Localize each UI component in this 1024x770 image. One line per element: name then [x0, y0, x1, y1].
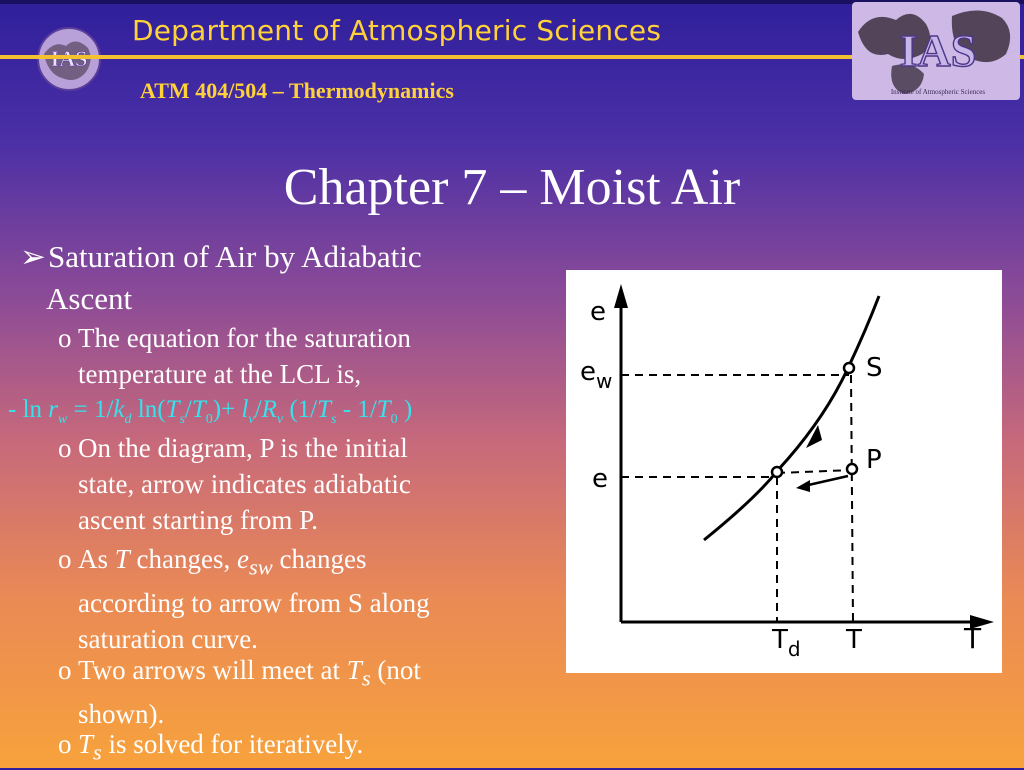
p3-t: T [114, 544, 130, 574]
eq-t0-sub: 0 [205, 412, 213, 427]
sub-point-2 [58, 430, 538, 538]
eq-minus: - 1 [336, 396, 370, 423]
label-ew-base: e [580, 357, 596, 387]
label-td-sub: d [787, 637, 801, 661]
eq-r-gas: R [261, 396, 277, 423]
sub-point-5 [58, 726, 538, 770]
p5-t: T [78, 729, 94, 759]
slide-title: Chapter 7 – Moist Air [283, 159, 741, 216]
y-axis-arrow-icon [614, 284, 628, 308]
eq-r-gas-sub: v [276, 412, 284, 427]
point-dew [772, 467, 782, 477]
label-e: e [592, 464, 608, 494]
sub-point-4 [58, 652, 538, 732]
sub-point-2-line2: state, arrow indicates adiabatic [78, 469, 411, 499]
bullet-arrow-icon: ➢ [20, 239, 46, 274]
p-dashed-line [777, 470, 853, 473]
logo-caption: Institute of Atmospheric Sciences [890, 88, 986, 96]
ias-logo-small [36, 26, 102, 92]
eq-t02: T [376, 396, 391, 423]
p3-a: As [78, 544, 115, 574]
sub-point-1-line1: The equation for the saturation [78, 323, 411, 353]
eq-ts: T [165, 396, 180, 423]
ascent-arrow [804, 476, 848, 486]
eq-ln: ln [131, 396, 158, 423]
sub-bullet-icon: o [58, 544, 72, 574]
logo-large-text: IAS [899, 25, 977, 76]
label-t: T [846, 625, 862, 655]
p3-b: changes, [129, 544, 238, 574]
sub-point-5-line1 [58, 726, 538, 770]
label-p: P [866, 445, 882, 475]
point-p [847, 464, 857, 474]
sub-bullet-icon: o [58, 655, 72, 685]
eq-mid: (1 [283, 396, 311, 423]
sub-point-3-line3: saturation curve. [78, 624, 258, 655]
sub-point-1-line2: temperature at the LCL is, [78, 359, 362, 389]
p5-sub: s [93, 739, 102, 765]
main-bullet [20, 236, 560, 320]
eq-l: l [241, 396, 249, 423]
p4-b: (not [370, 655, 421, 685]
lcl-equation: - $\ln r_w = 1/k_d$ $\ln(T_s/T_0)+ l_v/R_v$ ($1/T_s - 1/T_0$ ) [8, 396, 413, 427]
department-name: Department of Atmospheric Sciences [132, 14, 662, 47]
sub-point-3-line1 [58, 541, 538, 585]
sub-point-4-line1 [58, 652, 538, 696]
eq-equals-one: = 1 [67, 396, 107, 423]
eq-k: k [113, 396, 125, 423]
sub-bullet-icon: o [58, 729, 72, 759]
label-td-base: T [772, 625, 788, 655]
eq-l-sub: v [248, 412, 255, 427]
x-axis-label: T [964, 622, 982, 655]
eq-plus: )+ [212, 396, 242, 423]
point-s [844, 363, 854, 373]
p4-t: T [346, 655, 362, 685]
sub-bullet-icon: o [58, 323, 72, 353]
eq-ts-sub: s [179, 412, 185, 427]
p4-a: Two arrows will meet at [78, 655, 347, 685]
eq-r: r [48, 396, 59, 423]
p4-sub: s [361, 665, 371, 691]
p3-c: changes [272, 544, 367, 574]
p3-e: e [237, 544, 249, 574]
p5-b: is solved for iteratively. [101, 729, 364, 759]
eq-k-sub: d [124, 412, 132, 427]
eq-close: ) [397, 396, 413, 423]
eq-neg-ln: - ln [8, 396, 43, 423]
t-dashed-line [851, 375, 853, 622]
ias-logo-large [852, 2, 1020, 100]
main-bullet-line1: Saturation of Air by Adiabatic [48, 239, 422, 274]
course-title: ATM 404/504 – Thermodynamics [140, 78, 454, 103]
eq-ts2: T [317, 396, 332, 423]
sub-bullet-icon: o [58, 433, 72, 463]
sub-point-3 [58, 541, 538, 657]
main-bullet-line2: Ascent [46, 281, 133, 316]
eq-t02-sub: 0 [390, 412, 398, 427]
sub-point-2-line3: ascent starting from P. [78, 505, 318, 535]
label-td [771, 625, 801, 661]
ascent-arrow-icon [796, 480, 810, 492]
eq-r-sub: w [58, 412, 68, 427]
sub-point-2-line1: On the diagram, P is the initial [78, 433, 408, 463]
eq-ts2-sub: s [331, 412, 337, 427]
y-axis-label: e [590, 297, 606, 327]
label-ew [580, 357, 612, 393]
eq-t0: T [191, 396, 206, 423]
saturation-diagram [566, 270, 1002, 673]
label-ew-sub: w [596, 369, 613, 393]
p3-sub: sw [249, 554, 273, 580]
sub-point-1 [58, 320, 538, 392]
label-s: S [866, 353, 883, 383]
sub-point-4-line2: shown). [78, 699, 165, 730]
sub-point-3-line2: according to arrow from S along [78, 588, 430, 619]
